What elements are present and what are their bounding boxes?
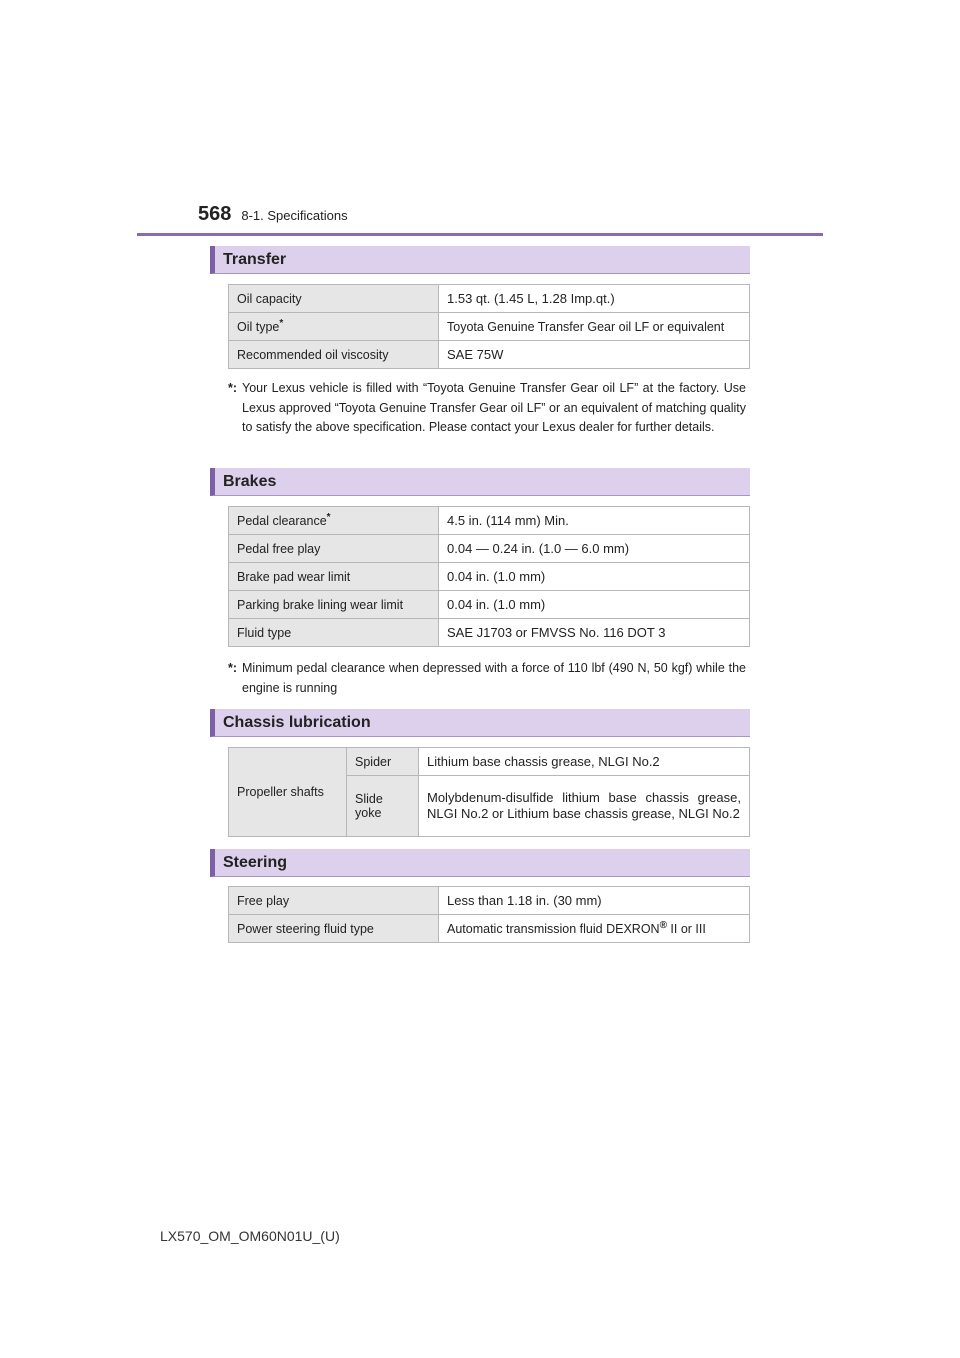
spec-value: Toyota Genuine Transfer Gear oil LF or equivalent <box>439 313 750 341</box>
footnote-marker: * <box>326 512 331 524</box>
spec-value: SAE 75W <box>439 341 750 369</box>
registered-mark: ® <box>659 920 667 932</box>
footnote-text: Minimum pedal clearance when depressed with a force of 110 lbf (490 N, 50 kgf) while the engine is running <box>242 661 746 695</box>
table-row <box>229 619 750 647</box>
table-row <box>229 915 750 943</box>
table-row <box>229 313 750 341</box>
spec-value: Less than 1.18 in. (30 mm) <box>439 887 750 915</box>
table-row <box>229 563 750 591</box>
spec-label: Oil capacity <box>229 285 439 313</box>
spec-label: Fluid type <box>229 619 439 647</box>
spec-value: 0.04 in. (1.0 mm) <box>439 563 750 591</box>
section-heading: Transfer <box>223 250 287 268</box>
table-row <box>229 591 750 619</box>
spec-label: Brake pad wear limit <box>229 563 439 591</box>
section-title: 8-1. Specifications <box>241 208 348 223</box>
section-heading: Steering <box>223 853 288 871</box>
page-number: 568 <box>198 203 232 225</box>
spec-value: 1.53 qt. (1.45 L, 1.28 Imp.qt.) <box>439 285 750 313</box>
header-rule <box>137 233 823 236</box>
page-header <box>198 203 348 226</box>
spec-value: Automatic transmission fluid DEXRON® II or III <box>439 915 750 943</box>
spec-label: Oil type* <box>229 313 439 341</box>
brakes-footnote <box>228 659 746 698</box>
section-heading: Chassis lubrication <box>223 713 371 731</box>
section-bar-chassis-lubrication <box>210 709 750 737</box>
spec-label: Pedal free play <box>229 535 439 563</box>
transfer-footnote <box>228 379 746 438</box>
steering-table <box>228 886 750 943</box>
spec-label: Slide yoke <box>347 776 419 837</box>
brakes-table <box>228 506 750 647</box>
spec-value: Lithium base chassis grease, NLGI No.2 <box>419 748 750 776</box>
section-bar-brakes <box>210 468 750 496</box>
spec-value: Molybdenum-disulfide lithium base chassis grease, NLGI No.2 or Lithium base chassis grease, NLGI No.2 <box>419 776 750 837</box>
footnote-marker: *: <box>228 381 238 395</box>
spec-value: 0.04 — 0.24 in. (1.0 — 6.0 mm) <box>439 535 750 563</box>
footnote-marker: *: <box>228 661 238 675</box>
spec-value: SAE J1703 or FMVSS No. 116 DOT 3 <box>439 619 750 647</box>
document-code: LX570_OM_OM60N01U_(U) <box>160 1228 340 1244</box>
spec-value: 4.5 in. (114 mm) Min. <box>439 507 750 535</box>
table-row <box>229 341 750 369</box>
spec-label: Parking brake lining wear limit <box>229 591 439 619</box>
footnote-marker: * <box>279 318 284 330</box>
table-row <box>229 285 750 313</box>
spec-label: Power steering fluid type <box>229 915 439 943</box>
spec-value: 0.04 in. (1.0 mm) <box>439 591 750 619</box>
table-row <box>229 507 750 535</box>
transfer-table <box>228 284 750 369</box>
section-bar-steering <box>210 849 750 877</box>
table-row <box>229 748 750 776</box>
table-row <box>229 535 750 563</box>
spec-label: Recommended oil viscosity <box>229 341 439 369</box>
chassis-lubrication-table <box>228 747 750 837</box>
spec-group-label: Propeller shafts <box>229 748 347 837</box>
table-row <box>229 887 750 915</box>
footnote-text: Your Lexus vehicle is filled with “Toyota Genuine Transfer Gear oil LF” at the factory. Use Lexus approved “Toyota Genuine Transfer Gear oil LF” or an equivalent of matching quality to satisfy the above specification. Please contact your Lexus dealer for further details. <box>242 381 746 434</box>
spec-label: Spider <box>347 748 419 776</box>
section-heading: Brakes <box>223 472 277 490</box>
section-bar-transfer <box>210 246 750 274</box>
spec-label: Pedal clearance* <box>229 507 439 535</box>
spec-label: Free play <box>229 887 439 915</box>
